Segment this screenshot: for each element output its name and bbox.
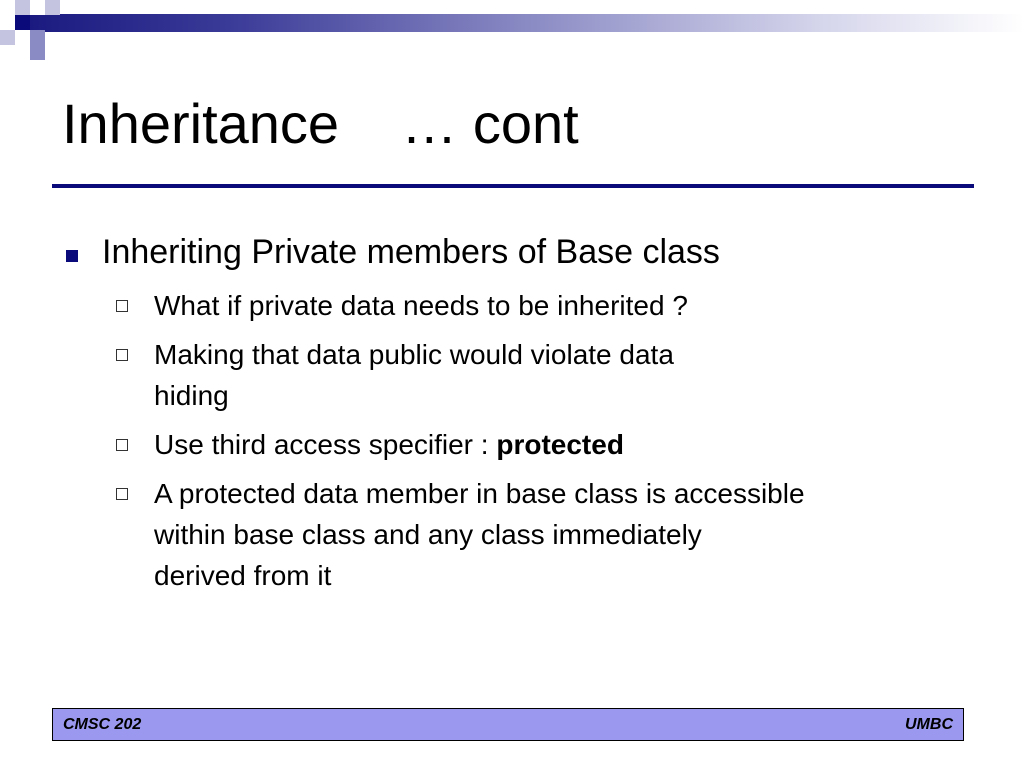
footer-course-label: CMSC 202 — [63, 716, 142, 733]
footer-bar — [52, 708, 964, 741]
decor-square — [30, 0, 45, 15]
keyword-protected: protected — [496, 429, 624, 460]
sub-bullet-text: What if private data needs to be inherited ? — [154, 290, 688, 321]
sub-bullet-line: derived from it — [154, 560, 332, 591]
decor-square — [45, 0, 60, 15]
decor-square — [0, 30, 15, 45]
square-bullet-icon — [66, 250, 78, 262]
sub-bullet-line: A protected data member in base class is accessible — [154, 478, 805, 509]
sub-bullet — [154, 334, 954, 416]
sub-bullet — [154, 473, 954, 596]
slide-title: Inheritance … cont — [62, 92, 579, 155]
sub-bullet-line: within base class and any class immediately — [154, 519, 702, 550]
hollow-square-bullet-icon — [116, 439, 128, 451]
sub-bullet — [154, 285, 954, 326]
sub-bullet-text: Use third access specifier : — [154, 429, 497, 460]
title-underline — [52, 184, 974, 188]
hollow-square-bullet-icon — [116, 349, 128, 361]
decor-square — [30, 45, 45, 60]
bullet-level1: Inheriting Private members of Base class — [102, 233, 720, 271]
decor-square — [15, 45, 30, 60]
footer-institution-label: UMBC — [905, 716, 953, 733]
decor-square — [0, 0, 15, 15]
sub-bullet-line: Making that data public would violate data — [154, 339, 674, 370]
sub-bullet-line: hiding — [154, 380, 229, 411]
sub-bullet — [154, 424, 954, 465]
decor-square — [15, 15, 30, 30]
decor-square — [30, 30, 45, 45]
hollow-square-bullet-icon — [116, 488, 128, 500]
decor-square — [15, 0, 30, 15]
hollow-square-bullet-icon — [116, 300, 128, 312]
header-gradient-bar — [30, 14, 1024, 32]
